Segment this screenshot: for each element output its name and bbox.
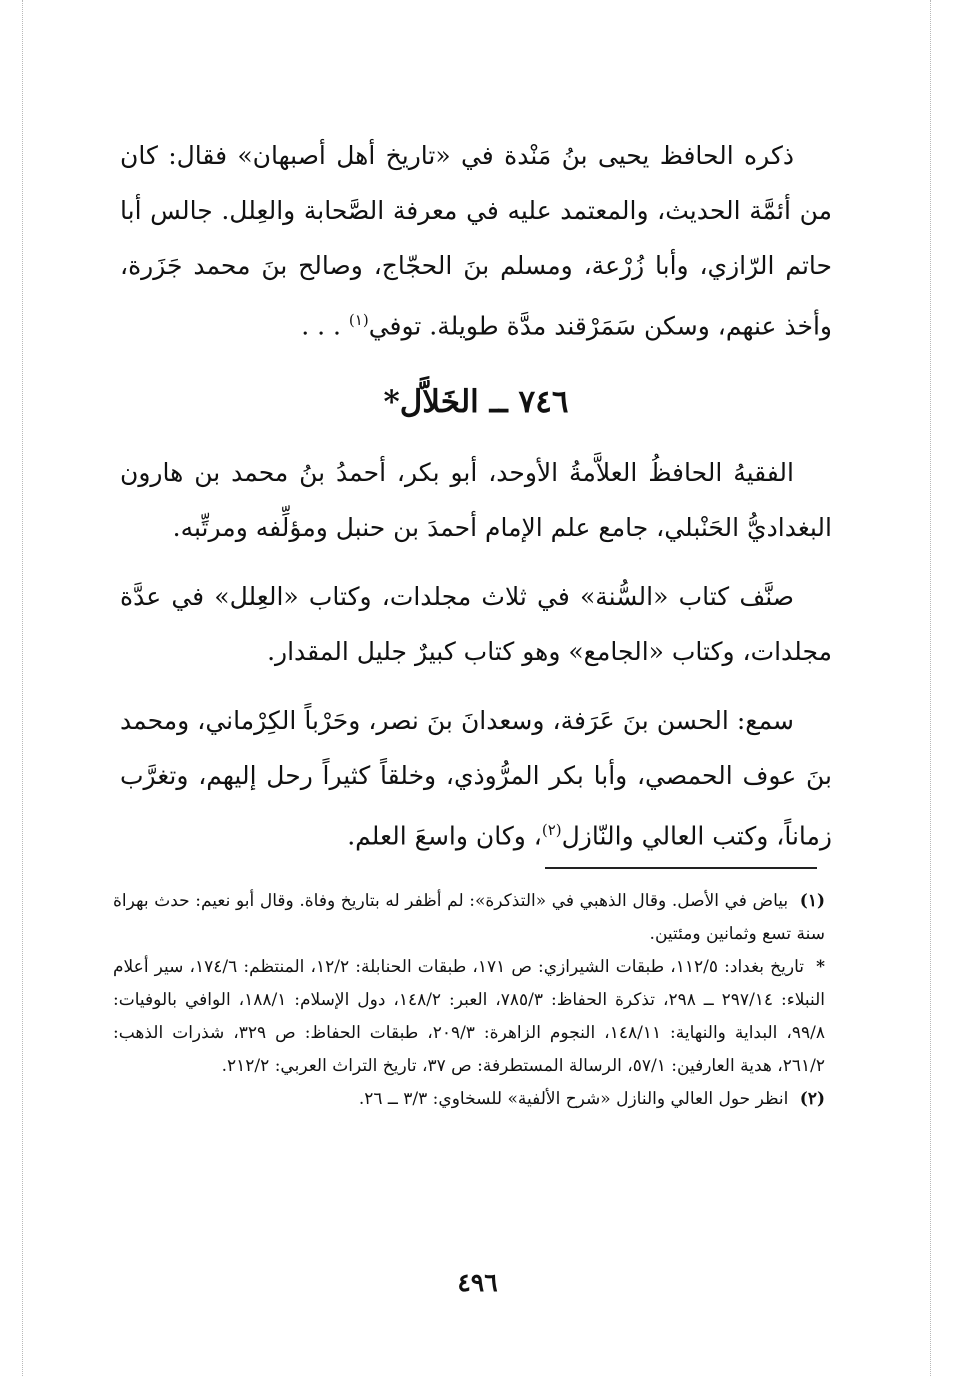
footnote-1 [113,885,825,951]
footnote-2-line-1: انظر حول العالي والنازل «شرح الألفية» للسخاوي: ٣/٣ ــ ٢٦. [358,1089,789,1109]
entry-paragraph-1 [120,445,832,555]
page-number: ٤٩٦ [457,1268,498,1297]
entry-p2-line-2: مجلدات، وكتاب «الجامع» وهو كتاب كبيرٌ جليل المقدار. [267,637,832,667]
entry-heading: ٧٤٦ ــ الخَلاَّل* [383,384,569,421]
footnote-1-line-1: بياض في الأصل. وقال الذهبي في «التذكرة»: لم أظفر له بتاريخ وفاة. وقال [259,891,789,911]
entry-p3-line-3: وتغرَّب زماناً، وكتب العالي والنّازل [120,761,832,851]
footnote-1-line-2: أبو نعيم: حدث بهراة سنة تسع وثمانين ومئتين. [113,891,825,944]
scan-edge-left [22,0,23,1376]
entry-paragraph-2 [120,569,832,679]
footnote-2 [113,1083,825,1116]
sources-line-4: البداية والنهاية: ١٤٨/١١، النجوم الزاهرة: ٢٠٩/٣، طبقات الحفاظ: ص ٣٢٩، [233,1023,778,1043]
entry-paragraph-3 [120,693,832,863]
entry-p1-line-2: هارون البغداديُّ الحَنْبلي، جامع علم الإمام أحمدَ بن حنبل ومؤلِّفه [120,458,832,543]
footnote-divider [545,867,817,869]
sources-line-6: تاريخ التراث العربي: ٢١٢/٢. [221,1056,417,1076]
entry-p1-line-1: الفقيهُ الحافظُ العلاَّمةُ الأوحد، أبو بكر، أحمدُ بنُ محمد بن [194,458,794,488]
sources-line-5: شذرات الذهب: ٢٦١/٢، هدية العارفين: ٥٧/١، الرسالة المستطرفة: ص ٣٧، [113,1023,825,1076]
sources-line-2: المنتظم: ١٧٤/٦، سير أعلام النبلاء: ٢٩٧/١٤ ــ ٢٩٨، تذكرة الحفاظ: [113,957,826,1010]
intro-line-4: جَزَرة، وأخذ عنهم، وسكن سَمَرْقند مدَّة طويلة. توفي [120,251,832,341]
entry-p3-line-1: سمع: الحسن بنَ عَرَفة، وسعدانَ بنَ نصر، وحَرْباً الكِرْماني، [197,706,794,736]
footnote-star-mark: * [816,957,825,977]
intro-line-1: ذكره الحافظ يحيى بنُ مَنْدة في «تاريخ أهل أصبهان» فقال: كان [120,141,794,170]
intro-ellipsis: . . . [301,311,341,341]
entry-p3-line-3-tail: ، وكان واسعَ العلم. [347,821,542,851]
footnote-sources [113,951,825,1083]
footnote-2-mark: (٢) [799,1089,825,1109]
entry-p1-line-3: ومرتِّبه. [172,513,248,543]
footnote-1-mark: (١) [799,891,825,911]
intro-paragraph [120,128,832,353]
footnotes [113,885,825,1116]
sources-line-3: ٧٨٥/٣، العبر: ١٤٨/٢، دول الإسلام: ١٨٨/١، الوافي بالوفيات: ٩٩/٨، [113,990,825,1043]
main-text [120,128,832,878]
footnote-ref-1: (١) [348,311,369,329]
sources-line-1: تاريخ بغداد: ١١٢/٥، طبقات الشيرازي: ص ١٧١، طبقات الحنابلة: ١٢/٢، [310,957,804,977]
footnote-ref-2: (٢) [541,821,562,840]
scan-edge-right [930,0,931,1376]
entry-p2-line-1: صنَّف كتاب «السُّنة» في ثلاث مجلدات، وكتاب «العِلل» في عدَّة [120,582,794,612]
intro-line-3: أبا حاتم الرّازي، وأبا زُرْعة، ومسلم بنَ الحجّاج، وصالح بنَ محمد [120,196,832,280]
entry-p3-line-2: ومحمد بنَ عوف الحمصي، وأبا بكر المرُّوذي، وخلقاً كثيراً رحل إليهم، [120,706,832,791]
intro-line-2: من أئمَّة الحديث، والمعتمد عليه في معرفة الصَّحابة والعِلل. جالس [150,196,833,225]
